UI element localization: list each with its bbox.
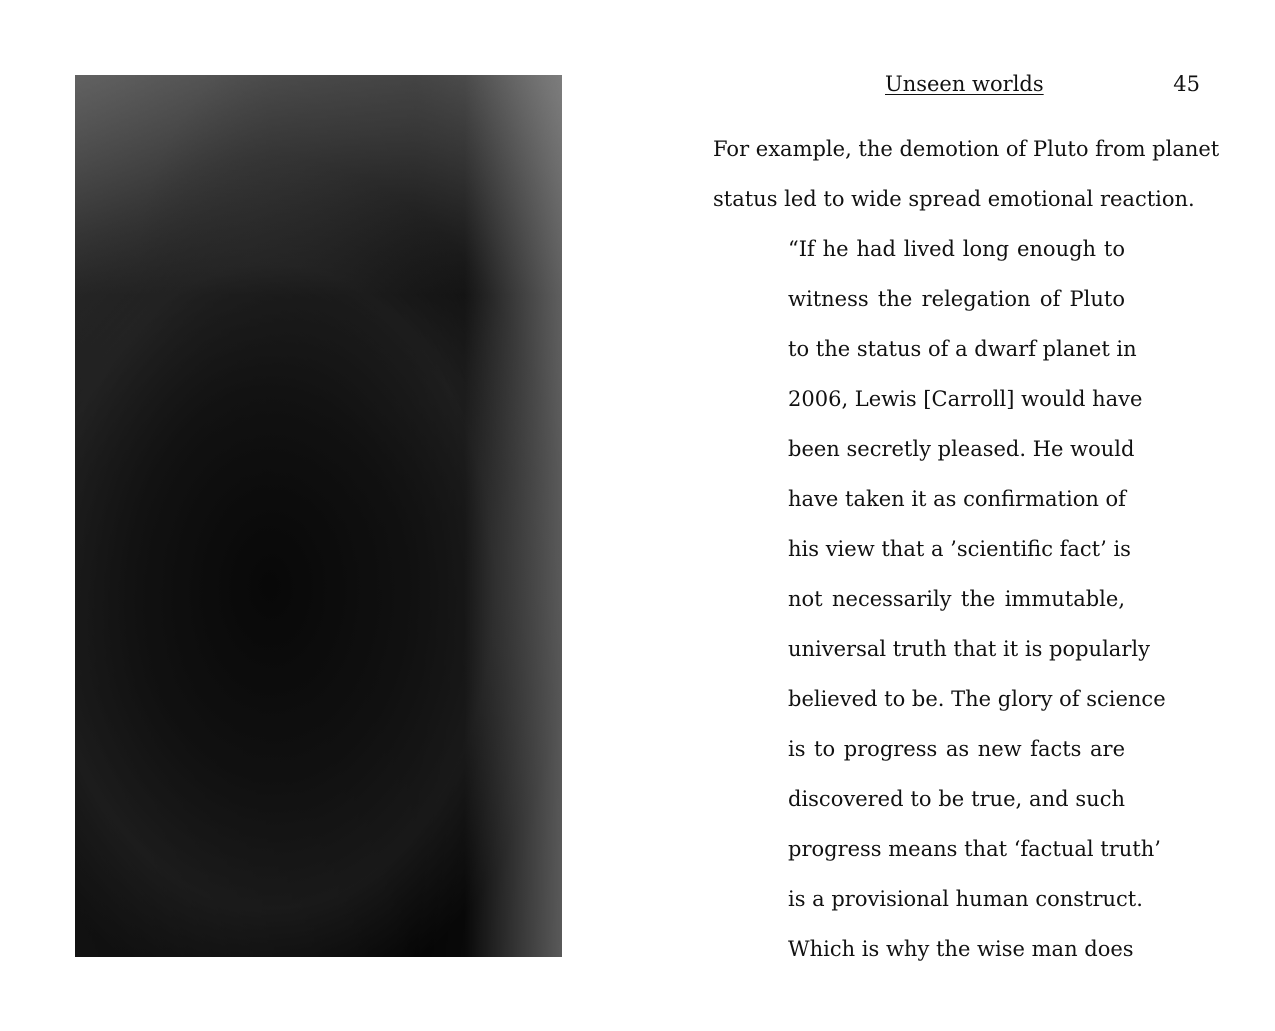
quote-line: believed to be. The glory of science (788, 687, 1166, 711)
quote-line: witness the relegation of Pluto (788, 287, 1125, 311)
block-quote (788, 224, 1166, 974)
quote-line: 2006, Lewis [Carroll] would have (788, 387, 1143, 411)
quote-line: have taken it as confirmation of (788, 487, 1126, 511)
quote-line: to the status of a dwarf planet in (788, 337, 1137, 361)
quote-line: discovered to be true, and such (788, 787, 1125, 811)
paragraph-line: For example, the demotion of Pluto from planet (713, 137, 1220, 161)
quote-line: Which is why the wise man does (788, 937, 1134, 961)
quote-line: been secretly pleased. He would (788, 437, 1135, 461)
quote-line: not necessarily the immutable, (788, 587, 1125, 611)
grayscale-photo (75, 75, 562, 957)
quote-line: “If he had lived long enough to (788, 237, 1125, 261)
quote-line: progress means that ‘factual truth’ (788, 837, 1161, 861)
running-title: Unseen worlds (885, 72, 1044, 96)
quote-line: his view that a ’scientific fact’ is (788, 537, 1131, 561)
page-number: 45 (1173, 72, 1200, 96)
paragraph-line: status led to wide spread emotional reaction. (713, 187, 1195, 211)
quote-line: is to progress as new facts are (788, 737, 1125, 761)
quote-line: universal truth that it is popularly (788, 637, 1150, 661)
running-head (713, 72, 1200, 102)
body-paragraph (713, 124, 1220, 224)
quote-line: is a provisional human construct. (788, 887, 1143, 911)
